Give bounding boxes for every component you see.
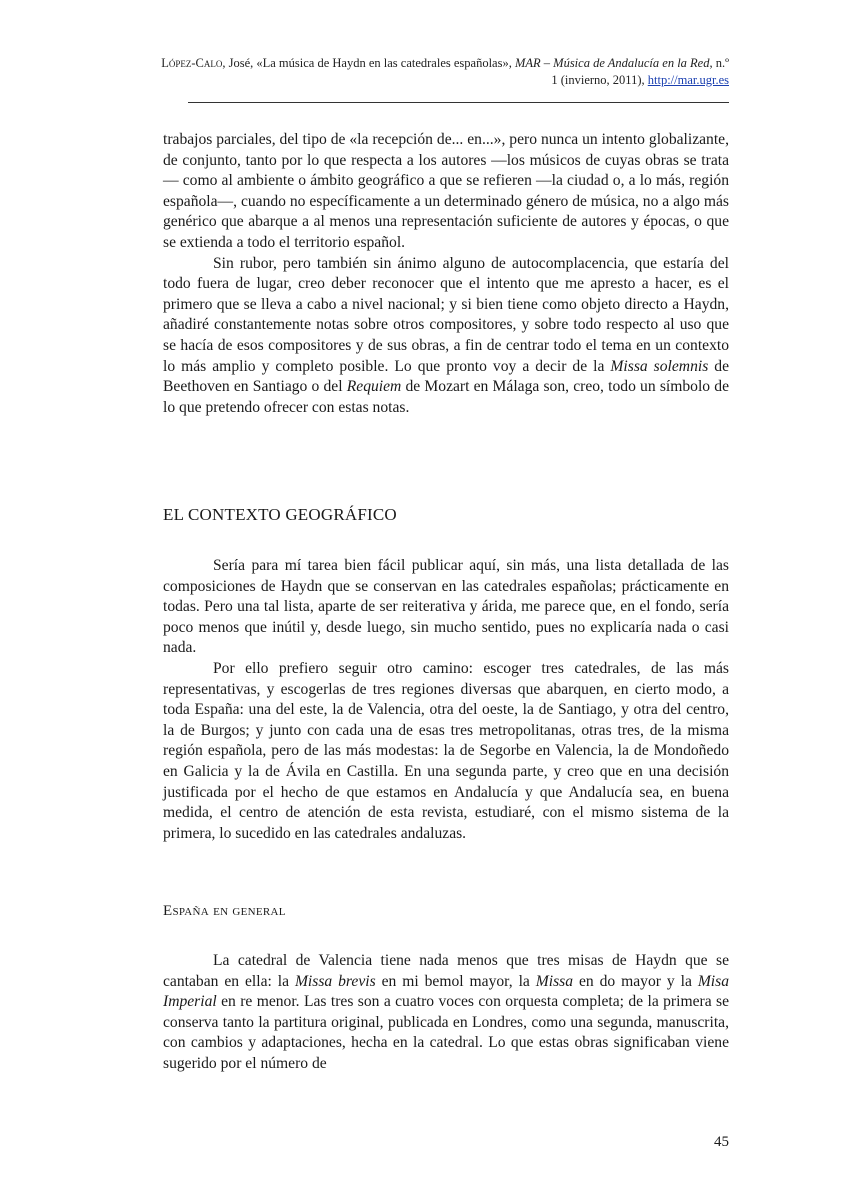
subsection-heading-espana: España en general [163,903,286,919]
header-journal: MAR – Música de Andalucía en la Red [514,56,710,70]
section1-paragraph-2: Por ello prefiero seguir otro camino: escoger tres catedrales, de las más representativas, y escogerlas de tres regiones diversas que abarquen, en cierto modo, a toda España: una del este, la de Valencia, otra del oeste, la de Santiago, y otra del centro, la de Burgos; y junto con cada una de esas tres metropolitanas, otras tres, de la misma región española, pero de las más modestas: la de Segorbe en Valencia, la de Mondoñedo en Galicia y la de Ávila en Castilla. En una segunda parte, y creo que en una decisión justificada por el hecho de que estamos en Andalucía y que Andalucía sea, en buena medida, el centro de atención de esta revista, estudiaré, con el mismo sistema de la primera, lo sucedido en las catedrales andaluzas. [163,659,729,842]
s2-italic-1: Missa brevis [294,972,376,990]
intro-p2-text-a: Sin rubor, pero también sin ánimo alguno de autocomplacencia, que estaría del todo fuera de lugar, creo deber reconocer que el intento que me apresto a hacer, es el primero que se lleva a cabo a nivel nacional; y si bien tiene como objeto directo a Haydn, añadiré constantemente notas sobre otros compositores, y sobre todo respecto al uso que se hacía de esos compositores y de sus obras, a fin de centrar todo el tema en un contexto lo más amplio y completo posible. Lo que pronto voy a decir de la [163,254,729,375]
intro-p2-text-c: de Mozart en Málaga son, creo, todo un símbolo de lo que pretendo ofrecer con estas notas. [163,378,729,416]
page-number: 45 [714,1134,729,1150]
section1-paragraph-1: Sería para mí tarea bien fácil publicar aquí, sin más, una lista detallada de las composiciones de Haydn que se conservan en las catedrales españolas; prácticamente en todas. Pero una tal lista, aparte de ser reiterativa y árida, me parece que, en el fondo, sería poco menos que inútil y, desde luego, sin mucho sentido, pues no explicaría nada o casi nada. [163,557,729,657]
section-heading-contexto: EL CONTEXTO GEOGRÁFICO [163,505,397,524]
intro-paragraph-2 [163,254,729,419]
header-rule [188,102,729,103]
s2-text-b: en mi bemol mayor, la [375,972,536,990]
intro-p2-text-b: de Beethoven en Santiago o del [163,357,729,396]
section2-paragraph-1 [163,951,729,1075]
section1-text [163,556,729,844]
intro-p2-italic-2: Requiem [346,378,402,396]
s2-text-c: en do mayor y la [573,972,698,990]
s2-italic-3: Misa Imperial [163,972,729,1011]
s2-italic-2: Missa [535,972,574,990]
header-issue: , n.º 1 (invierno, 2011), [551,56,729,87]
header-article-title: «La música de Haydn en las catedrales españolas», [256,56,515,70]
header-author: López-Calo [161,56,223,70]
intro-p2-italic-1: Missa solemnis [610,357,709,375]
s2-text-d: en re menor. Las tres son a cuatro voces con orquesta completa; de la primera se conserva tanto la partitura original, publicada en Londres, como una segunda, manuscrita, con cambios y adaptaciones, hecha en la catedral. Lo que estas obras significaban viene sugerido por el número de [163,993,729,1072]
header-author-first: , José, [222,56,257,70]
intro-text [163,130,729,418]
running-header [160,55,729,89]
header-url-link[interactable]: http://mar.ugr.es [647,73,729,87]
section2-text [163,951,729,1075]
s2-text-a: La catedral de Valencia tiene nada menos que tres misas de Haydn que se cantaban en ella: la [163,952,729,990]
intro-paragraph-1: trabajos parciales, del tipo de «la recepción de... en...», pero nunca un intento globalizante, de conjunto, tanto por lo que respecta a los autores —los músicos de cuyas obras se trata— como al ambiente o ámbito geográfico a que se refieren —la ciudad o, a lo más, región española—, cuando no específicamente a un determinado género de música, no a algo más genérico que abarque a al menos una representación suficiente de autores y épocas, o que se extienda a todo el territorio español. [163,131,729,251]
